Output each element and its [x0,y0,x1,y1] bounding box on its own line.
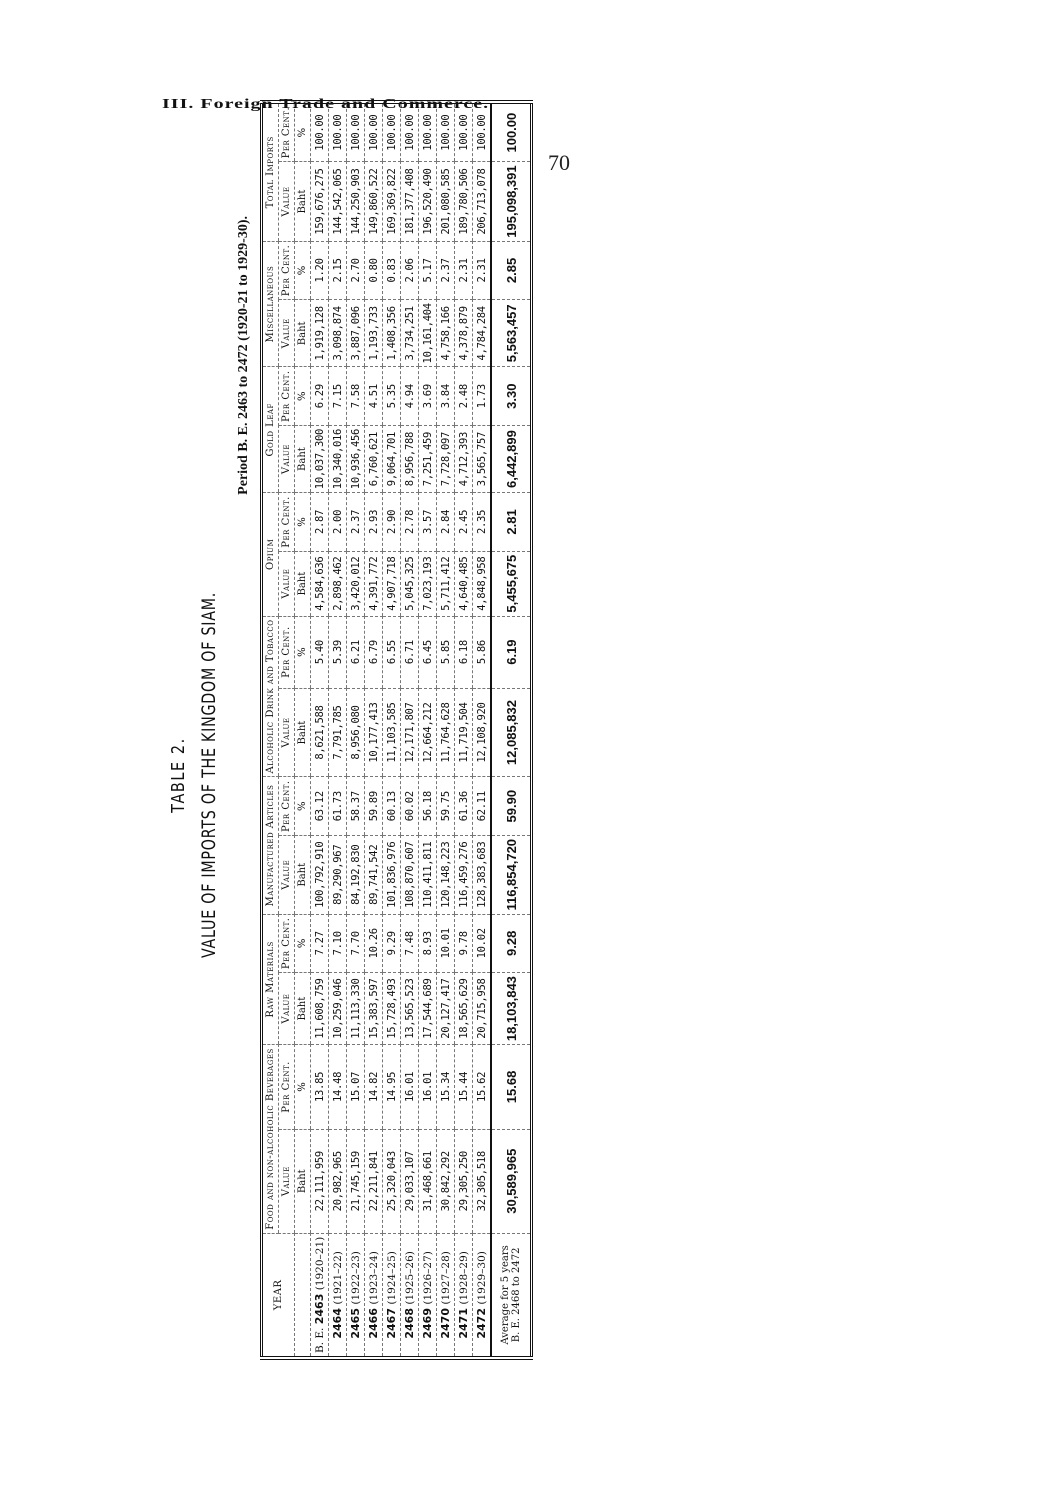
value-cell-opium: 3,420,012 [347,551,365,616]
value-cell-total: 159,676,275 [311,162,329,241]
percent-cell-alc: 6.71 [401,616,419,688]
percent-cell-misc: 1.20 [311,241,329,300]
value-cell-gold: 7,728,097 [437,425,455,492]
value-cell-food: 31,468,661 [419,1129,437,1233]
value-cell-mfg: 110,411,811 [419,835,437,914]
era-prefix: B. E. [314,1327,326,1353]
year-cell [311,1233,329,1358]
value-cell-gold: 3,565,757 [473,425,492,492]
percent-cell-misc: 2.70 [347,241,365,300]
value-cell-raw: 15,383,597 [365,973,383,1045]
subheader-percent-food: Per Cent. [279,1045,295,1130]
percent-cell-raw: 7.70 [347,914,365,973]
percent-cell-food: 15.34 [437,1045,455,1130]
percent-cell-food: 14.82 [365,1045,383,1130]
value-cell-mfg: 89,290,967 [329,835,347,914]
percent-cell-mfg: 61.36 [455,777,473,836]
unit-baht: Baht [295,835,311,914]
subheader-percent-alc: Per Cent. [279,616,295,688]
percent-cell-food: 15.07 [347,1045,365,1130]
buddhist-year: 2469 [421,1308,434,1339]
table-row [437,102,455,1358]
value-cell-gold: 10,340,016 [329,425,347,492]
percent-cell-gold: 1.73 [473,367,492,426]
christian-year: (1928–29) [458,1251,470,1305]
percent-cell-opium: 2.37 [347,493,365,552]
average-percent-misc: 2.85 [491,241,532,300]
value-cell-total: 144,250,903 [347,162,365,241]
value-cell-food: 21,745,159 [347,1129,365,1233]
percent-cell-raw: 7.27 [311,914,329,973]
unit-baht: Baht [295,1129,311,1233]
average-percent-food: 15.68 [491,1045,532,1130]
subheader-value-mfg: Value [279,835,295,914]
percent-cell-alc: 5.40 [311,616,329,688]
group-total: Total Imports [262,102,279,241]
value-cell-misc: 3,887,096 [347,300,365,367]
year-cell [329,1233,347,1358]
value-cell-total: 149,860,522 [365,162,383,241]
average-value-total: 195,098,391 [491,162,532,241]
value-cell-alc: 12,108,920 [473,688,492,777]
percent-cell-gold: 4.94 [401,367,419,426]
table-row [311,102,329,1358]
value-cell-food: 29,305,250 [455,1129,473,1233]
percent-cell-mfg: 61.73 [329,777,347,836]
percent-cell-raw: 10.01 [437,914,455,973]
christian-year: (1922–23) [350,1251,362,1305]
percent-cell-misc: 2.15 [329,241,347,300]
subheader-value-alc: Value [279,688,295,777]
table-row [329,102,347,1358]
christian-year: (1924–25) [386,1251,398,1305]
value-cell-alc: 8,956,080 [347,688,365,777]
average-percent-total: 100.00 [491,102,532,162]
average-value-misc: 5,563,457 [491,300,532,367]
table-row [401,102,419,1358]
group-gold-leaf: Gold Leaf [262,367,279,493]
percent-cell-raw: 10.26 [365,914,383,973]
group-raw: Raw Materials [262,914,279,1045]
value-cell-total: 196,520,490 [419,162,437,241]
christian-year: (1920–21) [314,1236,326,1291]
year-cell [437,1233,455,1358]
value-cell-food: 29,033,107 [401,1129,419,1233]
value-cell-misc: 1,408,356 [383,300,401,367]
percent-cell-opium: 2.87 [311,493,329,552]
percent-cell-gold: 2.48 [455,367,473,426]
percent-cell-opium: 2.00 [329,493,347,552]
percent-cell-gold: 3.84 [437,367,455,426]
percent-cell-gold: 5.35 [383,367,401,426]
value-cell-misc: 1,919,128 [311,300,329,367]
value-cell-alc: 11,719,504 [455,688,473,777]
value-cell-opium: 4,640,485 [455,551,473,616]
percent-cell-misc: 2.31 [455,241,473,300]
group-opium: Opium [262,493,279,616]
christian-year: (1929–30) [476,1251,488,1305]
running-head: III. Foreign Trade and Commerce. [162,96,490,112]
table-row [473,102,492,1358]
table-body [295,102,532,1358]
percent-cell-total: 100.00 [437,102,455,162]
buddhist-year: 2468 [403,1308,416,1339]
percent-cell-misc: 2.31 [473,241,492,300]
units-row [295,102,311,1358]
average-row [491,102,532,1358]
value-cell-misc: 3,734,251 [401,300,419,367]
subheader-percent-gold: Per Cent. [279,367,295,426]
percent-cell-misc: 0.83 [383,241,401,300]
percent-cell-alc: 6.18 [455,616,473,688]
percent-cell-mfg: 58.37 [347,777,365,836]
average-label-line2: B. E. 2468 to 2472 [511,1247,522,1343]
value-cell-opium: 4,907,718 [383,551,401,616]
average-percent-mfg: 59.90 [491,777,532,836]
christian-year: (1927–28) [440,1251,452,1305]
subheader-percent-opium: Per Cent. [279,493,295,552]
rotated-table-block [150,106,830,1360]
value-cell-gold: 10,936,456 [347,425,365,492]
percent-cell-opium: 2.84 [437,493,455,552]
christian-year: (1925–26) [404,1251,416,1305]
value-cell-opium: 4,391,772 [365,551,383,616]
percent-cell-opium: 2.45 [455,493,473,552]
value-cell-total: 201,080,585 [437,162,455,241]
percent-cell-total: 100.00 [329,102,347,162]
percent-cell-opium: 2.35 [473,493,492,552]
percent-cell-gold: 3.69 [419,367,437,426]
subheader-value-misc: Value [279,300,295,367]
percent-cell-raw: 10.02 [473,914,492,973]
percent-cell-raw: 7.10 [329,914,347,973]
value-cell-total: 144,542,065 [329,162,347,241]
unit-percent: % [295,1045,311,1130]
value-cell-gold: 4,712,393 [455,425,473,492]
table-row [383,102,401,1358]
percent-cell-food: 15.44 [455,1045,473,1130]
group-misc: Miscellaneous [262,241,279,367]
buddhist-year: 2464 [331,1308,344,1339]
value-cell-total: 181,377,408 [401,162,419,241]
percent-cell-total: 100.00 [365,102,383,162]
percent-cell-mfg: 59.75 [437,777,455,836]
value-cell-food: 20,982,965 [329,1129,347,1233]
value-cell-gold: 8,956,788 [401,425,419,492]
average-value-food: 30,589,965 [491,1129,532,1233]
percent-cell-mfg: 60.02 [401,777,419,836]
value-cell-alc: 11,103,585 [383,688,401,777]
value-cell-misc: 4,784,284 [473,300,492,367]
percent-cell-mfg: 62.11 [473,777,492,836]
value-cell-food: 32,305,518 [473,1129,492,1233]
year-cell [347,1233,365,1358]
unit-baht: Baht [295,551,311,616]
subheader-percent-mfg: Per Cent. [279,777,295,836]
average-value-opium: 5,455,675 [491,551,532,616]
value-cell-raw: 15,728,493 [383,973,401,1045]
value-cell-misc: 4,378,879 [455,300,473,367]
buddhist-year: 2472 [475,1308,488,1339]
percent-cell-food: 16.01 [401,1045,419,1130]
table-row [455,102,473,1358]
table-row [365,102,383,1358]
value-cell-raw: 11,608,759 [311,973,329,1045]
subheader-value-raw: Value [279,973,295,1045]
subheader-value-gold: Value [279,425,295,492]
percent-cell-food: 15.62 [473,1045,492,1130]
unit-percent: % [295,102,311,162]
percent-cell-total: 100.00 [347,102,365,162]
col-year: YEAR [262,1233,295,1358]
percent-cell-food: 16.01 [419,1045,437,1130]
percent-cell-mfg: 59.89 [365,777,383,836]
value-cell-alc: 7,791,785 [329,688,347,777]
header-group-row [262,102,279,1358]
average-label [491,1233,532,1358]
unit-baht: Baht [295,973,311,1045]
value-cell-raw: 13,565,523 [401,973,419,1045]
value-cell-mfg: 108,870,607 [401,835,419,914]
average-value-raw: 18,103,843 [491,973,532,1045]
value-cell-mfg: 120,148,223 [437,835,455,914]
percent-cell-total: 100.00 [473,102,492,162]
percent-cell-alc: 6.55 [383,616,401,688]
unit-baht: Baht [295,300,311,367]
percent-cell-alc: 5.39 [329,616,347,688]
unit-percent: % [295,616,311,688]
percent-cell-total: 100.00 [455,102,473,162]
value-cell-food: 25,320,043 [383,1129,401,1233]
percent-cell-total: 100.00 [383,102,401,162]
percent-cell-alc: 5.86 [473,616,492,688]
year-cell [455,1233,473,1358]
average-percent-gold: 3.30 [491,367,532,426]
buddhist-year: 2463 [313,1293,326,1325]
percent-cell-raw: 9.78 [455,914,473,973]
value-cell-raw: 18,565,629 [455,973,473,1045]
subheader-value-total: Value [279,162,295,241]
percent-cell-misc: 0.80 [365,241,383,300]
unit-percent: % [295,241,311,300]
average-percent-alc: 6.19 [491,616,532,688]
percent-cell-gold: 6.29 [311,367,329,426]
value-cell-opium: 4,584,636 [311,551,329,616]
percent-cell-gold: 7.15 [329,367,347,426]
christian-year: (1926–27) [422,1251,434,1305]
value-cell-opium: 2,898,462 [329,551,347,616]
value-cell-raw: 11,113,330 [347,973,365,1045]
group-food: Food and non-alcoholic Beverages [262,1045,279,1234]
percent-cell-alc: 6.45 [419,616,437,688]
percent-cell-raw: 9.29 [383,914,401,973]
unit-percent: % [295,493,311,552]
unit-baht: Baht [295,425,311,492]
value-cell-total: 169,369,822 [383,162,401,241]
percent-cell-misc: 2.37 [437,241,455,300]
buddhist-year: 2467 [385,1308,398,1339]
value-cell-misc: 3,098,874 [329,300,347,367]
value-cell-misc: 10,161,404 [419,300,437,367]
value-cell-alc: 12,171,807 [401,688,419,777]
percent-cell-opium: 2.90 [383,493,401,552]
percent-cell-opium: 2.78 [401,493,419,552]
percent-cell-food: 13.85 [311,1045,329,1130]
group-alcohol: Alcoholic Drink and Tobacco [262,616,279,777]
value-cell-gold: 7,251,459 [419,425,437,492]
value-cell-mfg: 89,741,542 [365,835,383,914]
year-cell [383,1233,401,1358]
value-cell-raw: 20,127,417 [437,973,455,1045]
percent-cell-alc: 6.21 [347,616,365,688]
average-label-line1: Average for 5 years [500,1245,511,1345]
percent-cell-food: 14.48 [329,1045,347,1130]
value-cell-mfg: 84,192,830 [347,835,365,914]
value-cell-mfg: 101,836,976 [383,835,401,914]
value-cell-alc: 8,621,588 [311,688,329,777]
subheader-percent-raw: Per Cent. [279,914,295,973]
value-cell-total: 206,713,078 [473,162,492,241]
unit-percent: % [295,777,311,836]
year-cell [473,1233,492,1358]
value-cell-food: 30,842,292 [437,1129,455,1233]
percent-cell-food: 14.95 [383,1045,401,1130]
period-caption: Period B. E. 2463 to 2472 (1920-21 to 1929-30). [236,216,251,495]
value-cell-gold: 6,760,621 [365,425,383,492]
value-cell-opium: 5,045,325 [401,551,419,616]
value-cell-opium: 7,023,193 [419,551,437,616]
subheader-percent-total: Per Cent. [279,102,295,162]
unit-percent: % [295,914,311,973]
percent-cell-raw: 8.93 [419,914,437,973]
average-percent-raw: 9.28 [491,914,532,973]
subheader-value-food: Value [279,1129,295,1233]
percent-cell-gold: 4.51 [365,367,383,426]
value-cell-mfg: 116,459,276 [455,835,473,914]
average-value-mfg: 116,854,720 [491,835,532,914]
buddhist-year: 2471 [457,1308,470,1339]
page-number: 70 [548,150,570,175]
value-cell-food: 22,111,959 [311,1129,329,1233]
value-cell-food: 22,211,841 [365,1129,383,1233]
buddhist-year: 2466 [367,1308,380,1339]
unit-baht: Baht [295,162,311,241]
table-row [347,102,365,1358]
value-cell-opium: 4,848,958 [473,551,492,616]
subheader-value-opium: Value [279,551,295,616]
year-cell [419,1233,437,1358]
percent-cell-total: 100.00 [419,102,437,162]
percent-cell-alc: 6.79 [365,616,383,688]
percent-cell-opium: 2.93 [365,493,383,552]
table-row [419,102,437,1358]
value-cell-mfg: 128,383,683 [473,835,492,914]
percent-cell-mfg: 60.13 [383,777,401,836]
table-title: VALUE OF IMPORTS OF THE KINGDOM OF SIAM. [198,591,220,959]
average-value-alc: 12,085,832 [491,688,532,777]
value-cell-raw: 20,715,958 [473,973,492,1045]
christian-year: (1921–22) [332,1251,344,1305]
imports-table [260,100,533,1360]
value-cell-alc: 11,764,628 [437,688,455,777]
unit-percent: % [295,367,311,426]
unit-baht: Baht [295,688,311,777]
percent-cell-raw: 7.48 [401,914,419,973]
percent-cell-mfg: 56.18 [419,777,437,836]
average-percent-opium: 2.81 [491,493,532,552]
subheader-percent-misc: Per Cent. [279,241,295,300]
buddhist-year: 2470 [439,1308,452,1339]
value-cell-raw: 10,259,046 [329,973,347,1045]
group-manufactured: Manufactured Articles [262,777,279,914]
value-cell-mfg: 100,792,910 [311,835,329,914]
percent-cell-total: 100.00 [401,102,419,162]
percent-cell-misc: 5.17 [419,241,437,300]
year-cell [401,1233,419,1358]
value-cell-raw: 17,544,689 [419,973,437,1045]
value-cell-total: 189,780,506 [455,162,473,241]
percent-cell-mfg: 63.12 [311,777,329,836]
value-cell-gold: 9,064,701 [383,425,401,492]
value-cell-opium: 5,711,412 [437,551,455,616]
value-cell-alc: 12,664,212 [419,688,437,777]
value-cell-misc: 4,758,166 [437,300,455,367]
value-cell-alc: 10,177,413 [365,688,383,777]
value-cell-misc: 1,193,733 [365,300,383,367]
christian-year: (1923–24) [368,1251,380,1305]
average-value-gold: 6,442,899 [491,425,532,492]
percent-cell-opium: 3.57 [419,493,437,552]
value-cell-gold: 10,037,300 [311,425,329,492]
percent-cell-gold: 7.58 [347,367,365,426]
percent-cell-alc: 5.85 [437,616,455,688]
table-label: TABLE 2. [168,737,189,813]
buddhist-year: 2465 [349,1308,362,1339]
year-cell [365,1233,383,1358]
percent-cell-total: 100.00 [311,102,329,162]
header-sub-row [279,102,295,1358]
units-year-cell [295,1233,311,1358]
percent-cell-misc: 2.06 [401,241,419,300]
